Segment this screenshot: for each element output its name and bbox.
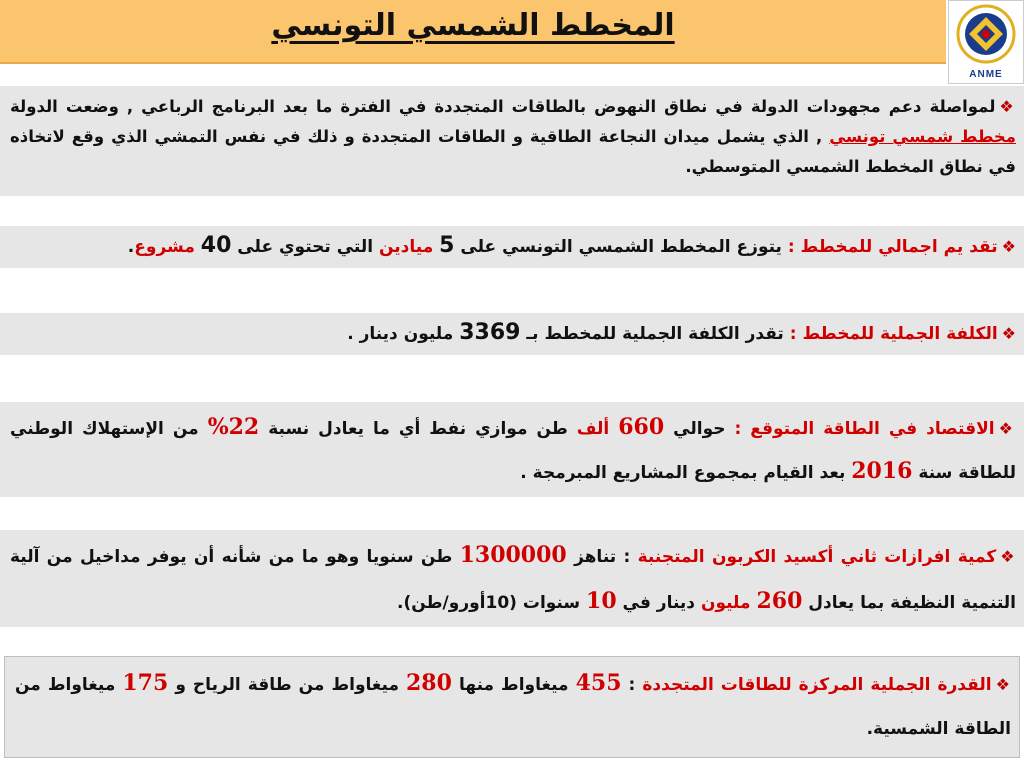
bullet-icon: ❖ [1001, 324, 1016, 343]
cost-amount: 3369 [459, 320, 521, 345]
overview-domains-word: ميادين [378, 237, 440, 257]
capacity-text-3: ميغاواط من طاقة الرياح و [168, 675, 406, 695]
overview-label: تقد يم اجمالي للمخطط : [787, 237, 998, 257]
capacity-label: القدرة الجملية المركزة للطاقات المتجددة [642, 675, 992, 695]
paragraph-renewable-capacity [4, 656, 1020, 758]
overview-domains-count: 5 [439, 233, 455, 258]
co2-text-4: سنوات (10أورو/طن). [397, 593, 587, 613]
intro-text-1: لمواصلة دعم مجهودات الدولة في نطاق النهوض بالطاقات المتجددة في الفترة ما بعد البرنامج الرباعي , وضعت الدولة [10, 97, 996, 116]
capacity-text-1: : [621, 675, 643, 695]
paragraph-energy-savings [0, 402, 1024, 497]
logo-text: ANME [969, 69, 1003, 80]
overview-text-1: يتوزع المخطط الشمسي التونسي على [454, 237, 788, 257]
bullet-icon: ❖ [995, 675, 1012, 694]
savings-text-1: حوالي [664, 419, 735, 439]
capacity-wind: 280 [406, 670, 452, 696]
capacity-total: 455 [575, 670, 622, 696]
bullet-icon: ❖ [999, 97, 1017, 116]
capacity-solar: 175 [122, 670, 169, 696]
savings-text-2: طن موازي نفط أي ما يعادل نسبة [259, 419, 577, 439]
savings-amount: 660 [618, 414, 665, 440]
overview-end: . [127, 237, 135, 257]
overview-projects-word: مشروع [134, 237, 201, 257]
capacity-text-4: ميغاواط من الطاقة الشمسية. [15, 675, 1011, 739]
capacity-text-2: ميغاواط منها [451, 675, 576, 695]
paragraph-intro [0, 86, 1024, 196]
intro-text-2: , الذي يشمل ميدان النجاعة الطاقية و الطاقات المتجددة و ذلك في نفس التمشي الذي وقع لاتخاذه في نطاق المخطط الشمسي المتوسطي. [10, 127, 1016, 176]
savings-year: 2016 [851, 458, 913, 484]
savings-percent: 22% [207, 414, 260, 440]
paragraph-total-cost [0, 313, 1024, 355]
co2-revenue-unit: مليون [700, 593, 757, 613]
page-title: المخطط الشمسي التونسي [271, 8, 675, 43]
title-bar [0, 0, 946, 64]
savings-unit: ألف [576, 419, 619, 439]
savings-text-4: بعد القيام بمجموع المشاريع المبرمجة . [520, 463, 852, 483]
bullet-icon: ❖ [998, 419, 1016, 438]
intro-plan-link: مخطط شمسي تونسي [829, 127, 1017, 146]
co2-years: 10 [586, 588, 617, 614]
paragraph-co2-avoided [0, 530, 1024, 627]
co2-text-3: دينار في [616, 593, 701, 613]
co2-text-2: طن سنويا وهو ما من شأنه أن يوفر مداخيل من آلية التنمية النظيفة بما يعادل [10, 547, 1016, 613]
anme-logo [948, 0, 1024, 84]
bullet-icon: ❖ [1001, 237, 1016, 256]
co2-revenue: 260 [756, 588, 803, 614]
co2-text-1: : تناهز [566, 547, 638, 567]
co2-tonnes: 1300000 [459, 542, 567, 568]
co2-label: كمية افرازات ثاني أكسيد الكربون المتجنبة [637, 547, 997, 567]
cost-text-2: مليون دينار . [347, 324, 460, 344]
cost-label: الكلفة الجملية للمخطط : [789, 324, 998, 344]
savings-label: الاقتصاد في الطاقة المتوقع : [734, 419, 995, 439]
bullet-icon: ❖ [1000, 547, 1017, 566]
overview-projects-count: 40 [200, 233, 232, 258]
paragraph-overview [0, 226, 1024, 268]
savings-text-3: من الإستهلاك الوطني للطاقة سنة [10, 419, 1016, 483]
cost-text-1: تقدر الكلفة الجملية للمخطط بـ [520, 324, 790, 344]
overview-text-2: التي تحتوي على [231, 237, 379, 257]
anme-emblem-icon [949, 1, 1023, 67]
